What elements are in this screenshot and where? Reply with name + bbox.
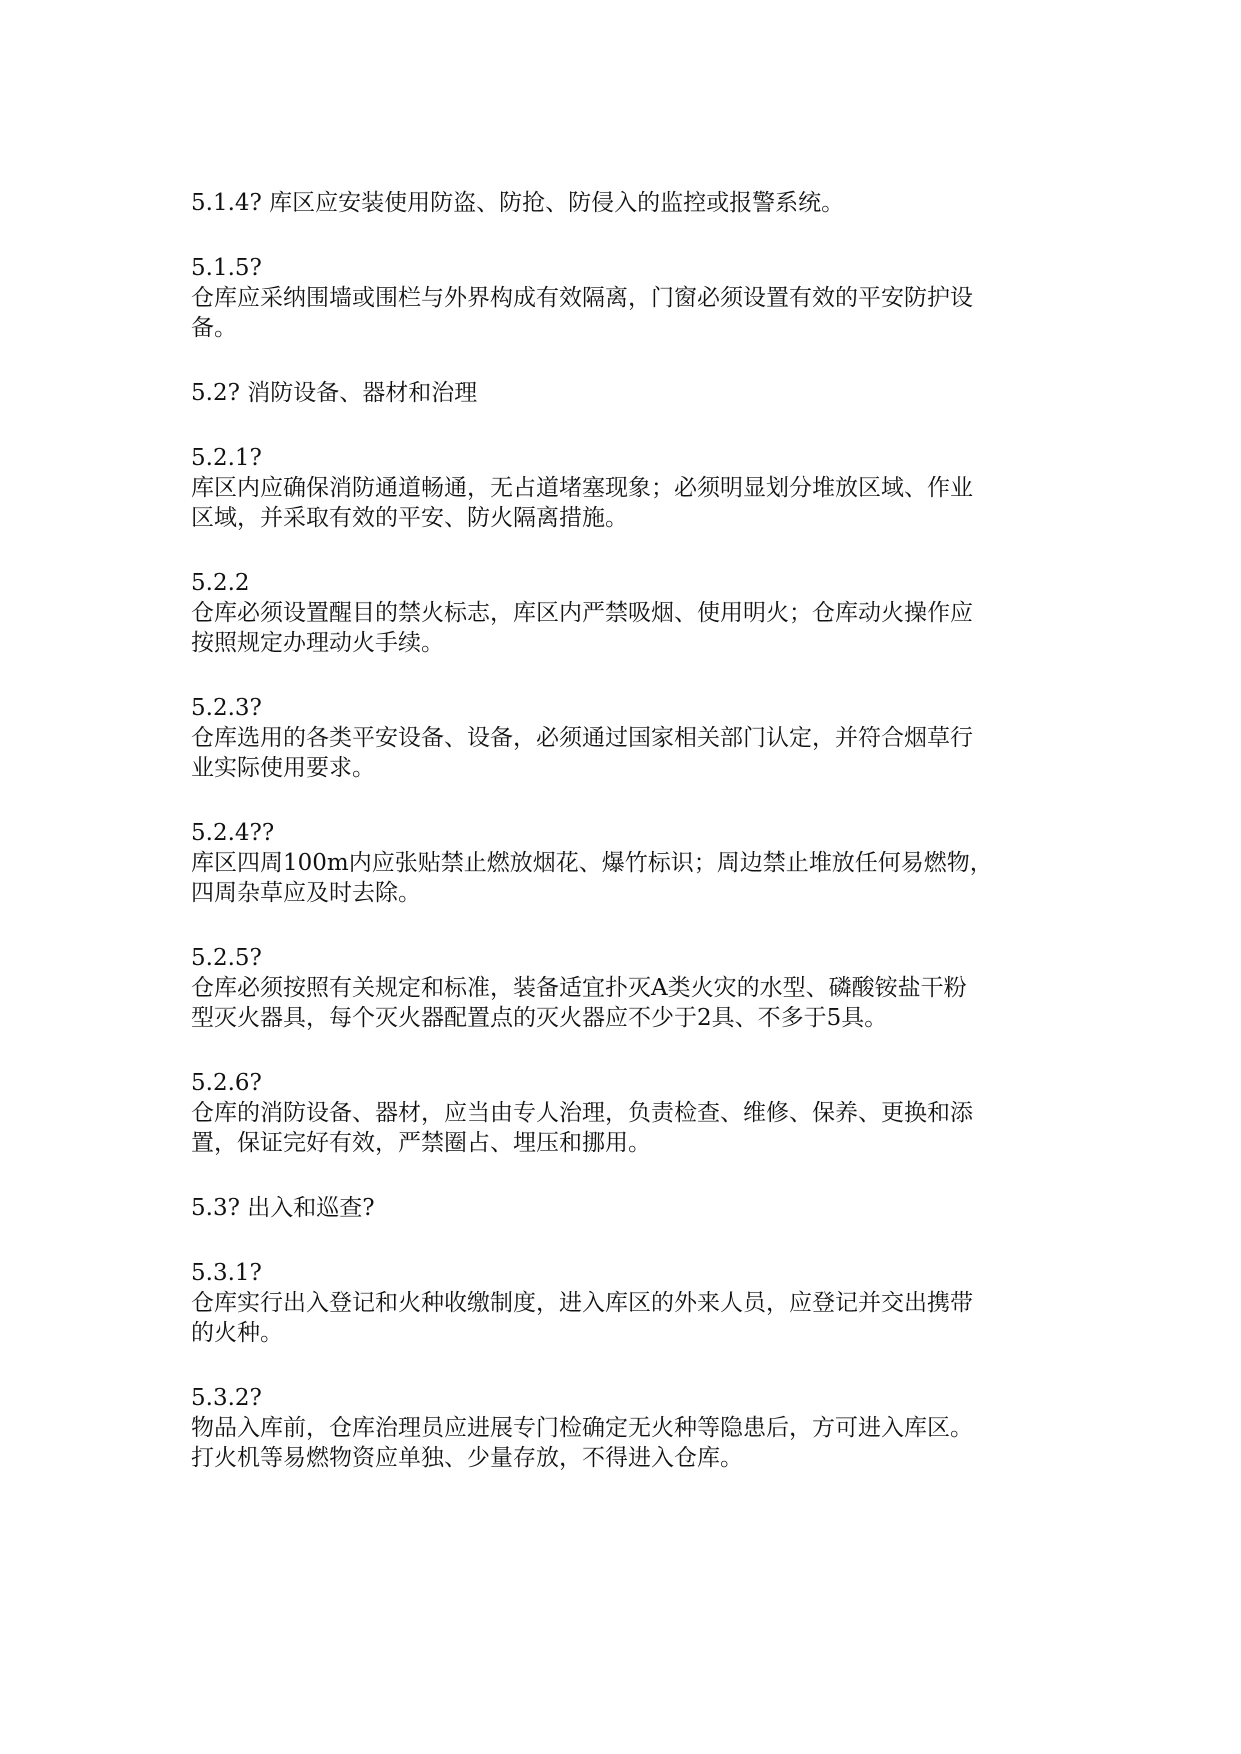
section-5-2-5 [191,943,1051,1033]
text-line: 仓库的消防设备、器材，应当由专人治理，负责检查、维修、保养、更换和添 [191,1100,973,1126]
section-5-2-heading [191,378,1051,408]
text-line: 业实际使用要求。 [191,755,375,781]
section-number: 5.2.4?? [191,820,275,846]
section-5-2-2 [191,568,1051,658]
section-number: 5.3.2? [191,1385,262,1411]
section-number: 5.2.2 [191,570,250,596]
section-5-3-2 [191,1383,1051,1473]
section-5-2-4 [191,818,1051,908]
section-number: 5.1.5? [191,255,262,281]
text-line: 仓库选用的各类平安设备、设备，必须通过国家相关部门认定，并符合烟草行 [191,725,973,751]
text-line: 备。 [191,315,237,341]
section-number: 5.2.6? [191,1070,262,1096]
text-line: 仓库必须按照有关规定和标准，装备适宜扑灭A类火灾的水型、磷酸铵盐干粉 [191,975,967,1001]
text-line: 的火种。 [191,1320,283,1346]
text-line: 物品入库前，仓库治理员应进展专门检确定无火种等隐患后，方可进入库区。 [191,1415,973,1441]
section-heading: 5.3? 出入和巡查? [191,1195,375,1221]
document-body [191,188,1051,1473]
text-line: 5.1.4? 库区应安装使用防盗、防抢、防侵入的监控或报警系统。 [191,190,845,216]
text-line: 库区四周100m内应张贴禁止燃放烟花、爆竹标识；周边禁止堆放任何易燃物， [191,850,993,876]
text-line: 库区内应确保消防通道畅通，无占道堵塞现象；必须明显划分堆放区域、作业 [191,475,973,501]
section-5-1-5 [191,253,1051,343]
text-line: 打火机等易燃物资应单独、少量存放，不得进入仓库。 [191,1445,743,1471]
text-line: 仓库实行出入登记和火种收缴制度，进入库区的外来人员，应登记并交出携带 [191,1290,973,1316]
section-number: 5.2.1? [191,445,262,471]
section-5-2-6 [191,1068,1051,1158]
section-heading: 5.2? 消防设备、器材和治理 [191,380,478,406]
text-line: 型灭火器具，每个灭火器配置点的灭火器应不少于2具、不多于5具。 [191,1005,888,1031]
section-5-2-3 [191,693,1051,783]
text-line: 按照规定办理动火手续。 [191,630,444,656]
text-line: 四周杂草应及时去除。 [191,880,421,906]
section-5-1-4 [191,188,1051,218]
section-5-3-heading [191,1193,1051,1223]
text-line: 仓库应采纳围墙或围栏与外界构成有效隔离，门窗必须设置有效的平安防护设 [191,285,973,311]
text-line: 仓库必须设置醒目的禁火标志，库区内严禁吸烟、使用明火；仓库动火操作应 [191,600,973,626]
text-line: 置，保证完好有效，严禁圈占、埋压和挪用。 [191,1130,651,1156]
section-number: 5.2.5? [191,945,262,971]
text-line: 区域，并采取有效的平安、防火隔离措施。 [191,505,628,531]
section-number: 5.3.1? [191,1260,262,1286]
section-5-2-1 [191,443,1051,533]
section-5-3-1 [191,1258,1051,1348]
section-number: 5.2.3? [191,695,262,721]
